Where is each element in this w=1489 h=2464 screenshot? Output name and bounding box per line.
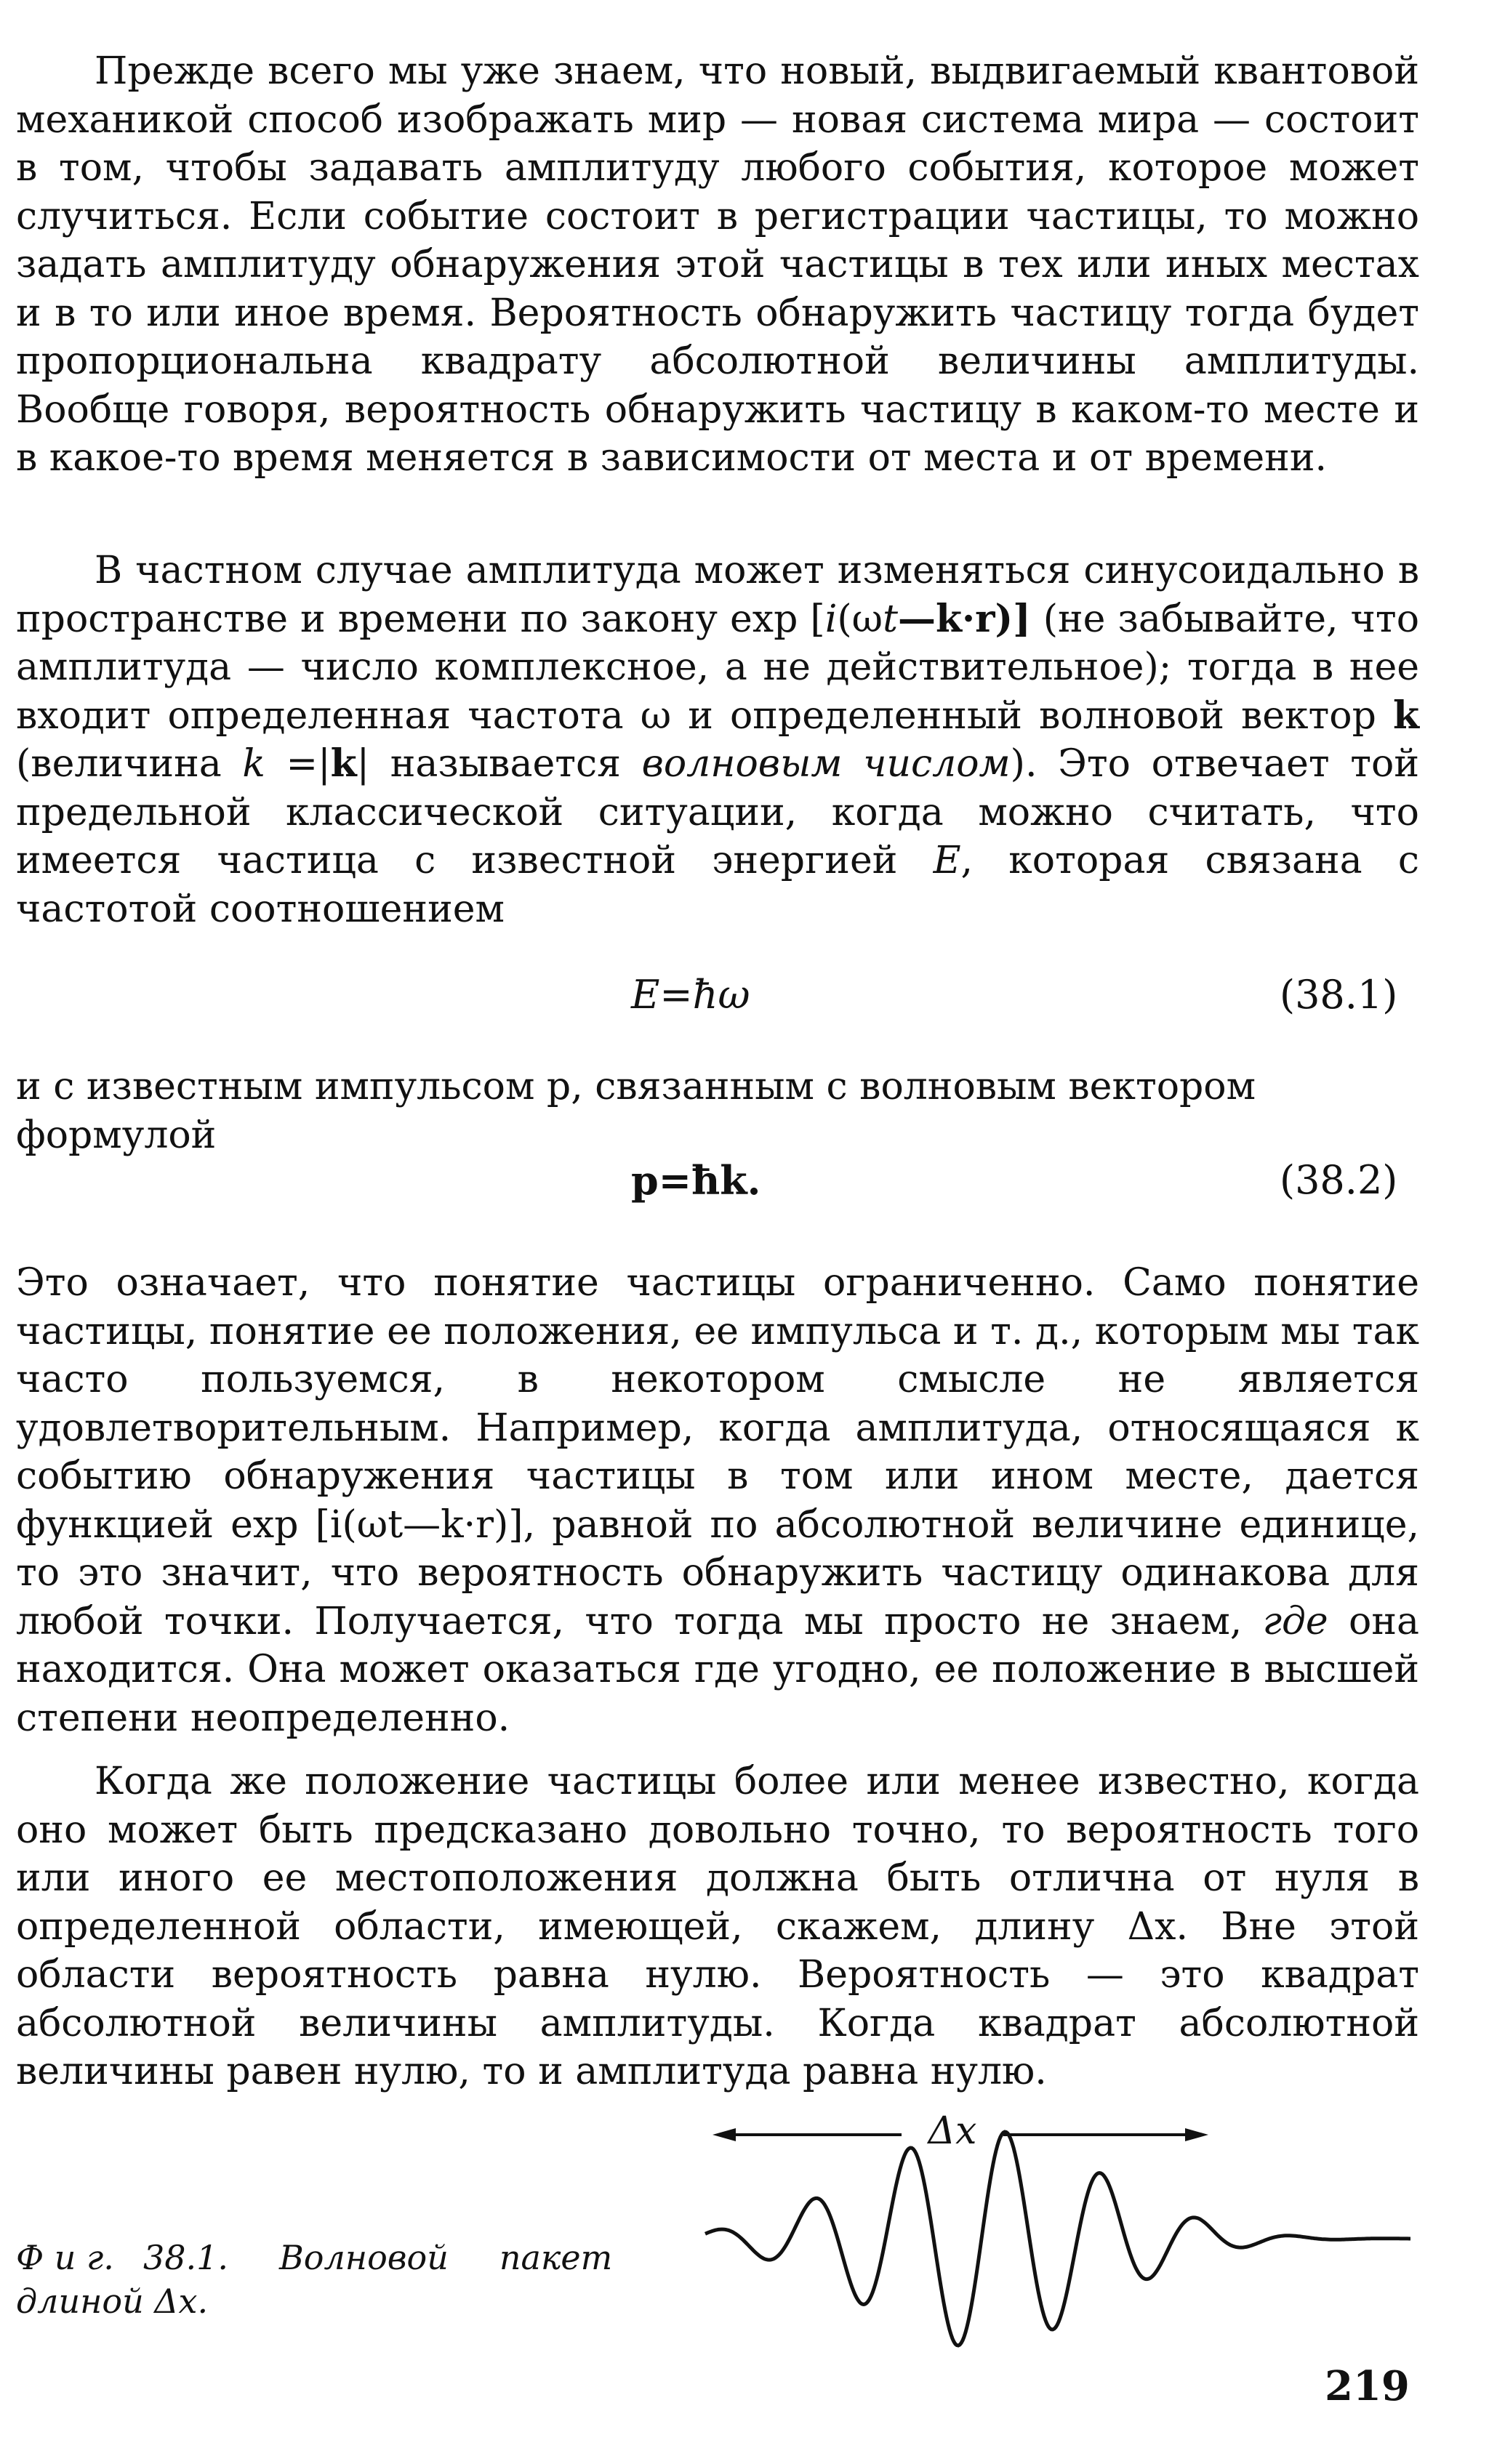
paragraph-1-text: Прежде всего мы уже знаем, что новый, выдвигаемый квантовой механикой способ изображать мир — новая система мира — состоит в том, чтобы задавать амплитуду любого события, которое может случиться. Если событие состоит в регистрации частицы, то можно задать амплитуду обнаружения этой частицы в тех или иных местах и в то или иное время. Вероятность обнаружить частицу тогда будет пропорциональна квадрату абсолютной величины амплитуды. Вообще говоря, вероятность обнаружить частицу в каком-то месте и в какое-то время меняется в зависимости от места и от времени. — [16, 49, 1419, 480]
formula-kr: —k·r)] — [897, 596, 1031, 641]
formula-i: i — [824, 597, 838, 641]
formula-t: t — [883, 597, 898, 641]
paragraph-2-text-c: (величина — [16, 742, 243, 786]
wave-number-term: волновым числом — [641, 742, 1011, 786]
paragraph-3-text-b: она находится. Она может оказаться где угодно, ее положение в высшей степени неопределенно. — [16, 1599, 1420, 1740]
figure-caption — [16, 2236, 656, 2323]
paragraph-2-text-d: =| — [265, 742, 331, 786]
paragraph-2-text-b: (не забывайте, что амплитуда — число комплексное, а не действительное); тогда в нее входит определенная частота ω и определенный волновой вектор — [16, 597, 1419, 738]
equation-38-2: p=ħk. — [631, 1157, 761, 1204]
paragraph-4-text: Когда же положение частицы более или менее известно, когда оно может быть предсказано довольно точно, то вероятность того или иного ее местоположения должна быть отлична от нуля в определенной области, имеющей, скажем, длину Δx. Вне этой области вероятность равна нулю. Вероятность — это квадрат абсолютной величины амплитуды. Когда квадрат абсолютной величины равен нулю, то и амплитуда равна нулю. — [16, 1760, 1419, 2093]
equation-38-1: E=ħω — [631, 972, 750, 1018]
paragraph-2-text-f: ). Это отвечает той предельной классической ситуации, когда можно считать, что имеется частица с известной энергией — [16, 742, 1419, 882]
delta-x-arrow — [713, 2128, 1208, 2141]
wave-vector-symbol-2: k — [330, 741, 357, 786]
energy-symbol: E — [933, 839, 961, 882]
momentum-lead-text: и с известным импульсом p, связанным с волновым вектором формулой — [16, 1065, 1256, 1157]
paragraph-4 — [16, 1758, 1419, 2096]
caption-label: Ф и г. — [16, 2238, 114, 2277]
page-number: 219 — [1325, 2362, 1410, 2410]
paragraph-3-text-a: Это означает, что понятие частицы ограниченно. Само понятие частицы, понятие ее положения, ее импульса и т. д., которым мы так часто пользуемся, в некотором смысле не является удовлетворительным. Например, когда амплитуда, относящаяся к событию обнаружения частицы в том или ином месте, дается функцией exp [i(ωt—k·r)], равной по абсолютной величине единице, то это значит, что вероятность обнаружить частицу одинакова для любой точки. Получается, что тогда мы просто не знаем, — [16, 1261, 1419, 1643]
paragraph-2 — [16, 547, 1419, 933]
wave-vector-symbol: k — [1392, 693, 1419, 738]
caption-line-2: длиной Δx. — [16, 2282, 209, 2321]
wave-packet-curve — [705, 2132, 1410, 2346]
caption-word-2: пакет — [499, 2238, 613, 2277]
wave-number-symbol: k — [242, 742, 265, 786]
where-word: где — [1262, 1599, 1328, 1643]
paragraph-2-text-e: | называется — [356, 742, 642, 786]
caption-word-1: Волновой — [278, 2238, 449, 2277]
equation-38-1-number: (38.1) — [1280, 972, 1398, 1018]
equation-38-2-number: (38.2) — [1280, 1157, 1398, 1203]
paragraph-2-text-g: , которая связана с частотой соотношением — [16, 839, 1419, 931]
delta-x-label: Δx — [928, 2109, 977, 2153]
formula-omega: (ω — [837, 597, 883, 641]
paragraph-1 — [16, 47, 1419, 483]
caption-number: 38.1. — [143, 2238, 228, 2277]
paragraph-2-text-a: В частном случае амплитуда может изменяться синусоидально в пространстве и времени по закону exp [ — [16, 549, 1419, 641]
wave-packet-figure — [691, 2108, 1418, 2370]
paragraph-3 — [16, 1259, 1419, 1742]
